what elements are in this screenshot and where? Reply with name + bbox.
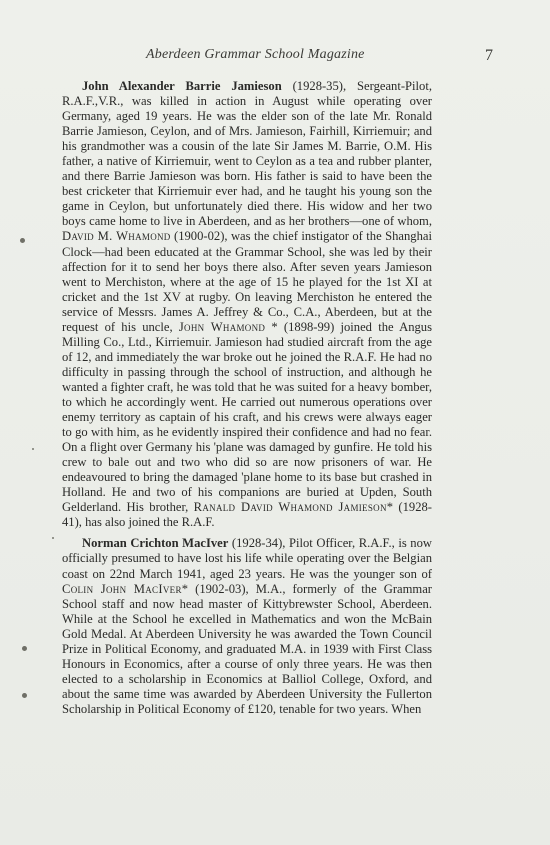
paragraph-text: * (1902-03), M.A., formerly of the Grammar School staff and now head master of Kittybrewster School, Aberdeen. While at the School he excelled in Mathematics and won the McBain Gold Medal. At Aberdeen University he was awarded the Town Council Prize in Political Economy, and graduated M.A. in 1939 with First Class Honours in Economics, after a course of only three years. He was then elected to a scholarship in Economics at Balliol College, Oxford, and about the same time was awarded by Aberdeen University the Fullerton Scholarship in Political Economy of £120, tenable for two years. When [62,581,432,716]
paragraph-text: (1900-02), was the chief instigator of the Shanghai Clock—had been educated at the Grammar School, she was led by their affection for it to send her boys there also. After seven years Jamieson went to Merchiston, where at the age of 15 he played for the 1st XI at cricket and the 1st XV at rugby. On leaving Merchiston he entered the service of Messrs. James A. Jeffrey & Co., C.A., Aberdeen, but at the request of his uncle, [62,229,432,334]
small-caps-name: Colin John MacIver [62,581,182,596]
obituary-paragraph-maciver [62,536,432,717]
person-name: Norman Crichton MacIver [82,536,229,551]
page-number: 7 [485,47,493,64]
small-caps-name: David M. Whamond [62,229,171,244]
article-body [62,79,432,723]
obituary-paragraph-jamieson [62,79,432,530]
person-name: John Alexander Barrie Jamieson [82,79,282,93]
margin-spot [32,448,34,450]
small-caps-name: John Whamond [178,319,266,334]
small-caps-name: Ranald David Whamond Jamieson [193,500,387,515]
paragraph-text: * (1928-41), has also joined the R.A.F. [62,500,432,530]
margin-spot [52,537,54,539]
paragraph-text: (1928-34), Pilot Officer, R.A.F., is now officially presumed to have lost his life while operating over the Belgian coast on 22nd March 1941, aged 23 years. He was the younger son of [62,536,432,581]
page-header [60,47,493,69]
margin-spot [22,646,27,651]
paragraph-text: (1928-35), Sergeant-Pilot, R.A.F.,V.R., was killed in action in August while operating over Germany, aged 19 years. He was the elder son of the late Mr. Ronald Barrie Jamieson, Ceylon, and of Mrs. Jamieson, Fairhill, Kirriemuir; and his grandmother was a cousin of the late Sir James M. Barrie, O.M. His father, a native of Kirriemuir, went to Ceylon as a tea and rubber planter, and there Barrie Jamieson was born. His father is said to have been the best cricketer that Kirriemuir ever had, and he taught his young son the game in Ceylon, but unfortunately died there. His widow and her two boys came home to live in Aberdeen, and as her brothers—one of whom, [62,79,432,229]
margin-spot [22,693,27,698]
margin-spot [20,238,25,243]
paragraph-text: * (1898-99) joined the Angus Milling Co., Ltd., Kirriemuir. Jamieson had studied aircraft from the age of 12, and immediately the war broke out he joined the R.A.F. He had no difficulty in passing through the school of instruction, and although he wanted a fighter craft, he was told that he was suited for a heavy bomber, to which he accordingly went. He carried out numerous operations over enemy territory as captain of his craft, and his crews were always eager to go with him, as he evidently inspired their confidence and had no fear. On a flight over Germany his 'plane was damaged by gunfire. He told his crew to bale out and two who did so are now prisoners of war. He endeavoured to bring the damaged 'plane home to its base but crashed in Holland. He and two of his companions are buried at Upden, South Gelderland. His brother, [62,319,432,515]
running-title: Aberdeen Grammar School Magazine [146,47,365,62]
